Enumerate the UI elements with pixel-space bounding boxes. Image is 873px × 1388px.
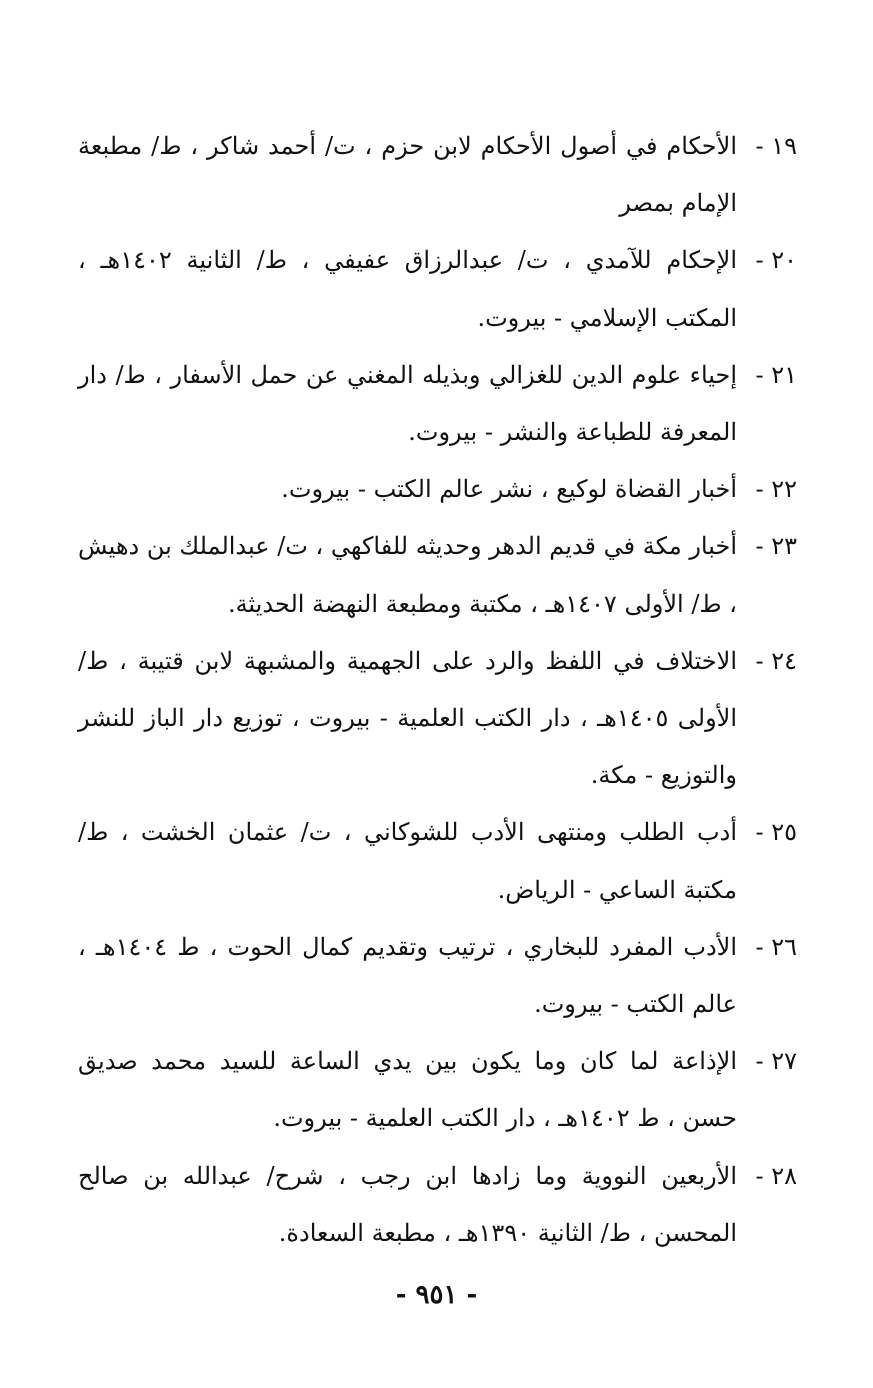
entry-number: ٢٣ - [755,532,797,561]
entry-text: الإذاعة لما كان وما يكون بين يدي الساعة للسيد محمد صديق حسن ، ط ١٤٠٢هـ ، دار الكتب العلمية - بيروت. [78,1047,737,1133]
entry-number: ٢٨ - [755,1161,797,1190]
bibliography-entry [72,1033,797,1147]
entry-text: الأدب المفرد للبخاري ، ترتيب وتقديم كمال الحوت ، ط ١٤٠٤هـ ، عالم الكتب - بيروت. [78,932,738,1019]
page-number: - ٩٥١ - [395,1280,478,1310]
entry-text: أخبار مكة في قديم الدهر وحديثه للفاكهي ، ت/ عبدالملك بن دهيش ، ط/ الأولى ١٤٠٧هـ ، مكتبة ومطبعة النهضة الحديثة. [78,532,737,618]
entry-number: ٢٤ - [755,646,797,675]
entry-number: ٢٥ - [755,818,797,847]
bibliography-entry [72,461,797,518]
bibliography-entry [72,232,797,346]
entry-text: أدب الطلب ومنتهى الأدب للشوكاني ، ت/ عثمان الخشت ، ط/ مكتبة الساعي - الرياض. [78,818,737,904]
bibliography-entry [72,347,797,461]
entry-number: ٢١ - [755,360,797,389]
entry-text: الإحكام للآمدي ، ت/ عبدالرزاق عفيفي ، ط/ الثانية ١٤٠٢هـ ، المكتب الإسلامي - بيروت. [78,246,737,332]
bibliography-list [72,118,797,1262]
entry-number: ٢٢ - [755,475,797,504]
bibliography-entry [72,118,797,232]
entry-text: الأحكام في أصول الأحكام لابن حزم ، ت/ أحمد شاكر ، ط/ مطبعة الإمام بمصر [78,132,737,218]
entry-text: إحياء علوم الدين للغزالي وبذيله المغني عن حمل الأسفار ، ط/ دار المعرفة للطباعة والنشر - بيروت. [78,360,737,447]
bibliography-entry [72,518,797,632]
entry-text: الاختلاف في اللفظ والرد على الجهمية والمشبهة لابن قتيبة ، ط/ الأولى ١٤٠٥هـ ، دار الكتب العلمية - بيروت ، توزيع دار الباز للنشر والتوزيع - مكة. [78,646,738,790]
bibliography-entry [72,804,797,918]
entry-number: ٢٦ - [755,932,797,961]
entry-number: ٢٠ - [755,246,797,275]
bibliography-entry [72,1148,797,1262]
entry-text: الأربعين النووية وما زادها ابن رجب ، شرح/ عبدالله بن صالح المحسن ، ط/ الثانية ١٣٩٠هـ ، مطبعة السعادة. [78,1161,737,1247]
entry-number: ١٩ - [755,132,797,160]
entry-number: ٢٧ - [755,1047,797,1076]
bibliography-entry [72,919,797,1033]
bibliography-entry [72,633,797,805]
entry-text: أخبار القضاة لوكيع ، نشر عالم الكتب - بيروت. [281,475,737,504]
